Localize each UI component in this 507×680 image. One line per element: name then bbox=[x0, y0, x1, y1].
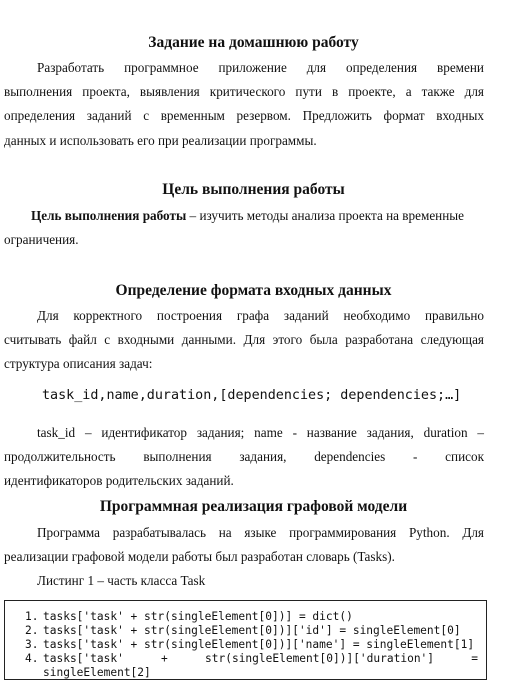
listing-caption: Листинг 1 – часть класса Task bbox=[37, 573, 206, 588]
goal-line-2: ограничения. bbox=[4, 232, 79, 247]
text-line: идентификаторов родительских заданий. bbox=[4, 473, 234, 489]
paragraph-input-format bbox=[4, 304, 484, 377]
text-line: продолжительность выполнения задания, dependencies - список bbox=[4, 449, 484, 465]
text-line: Разработать программное приложение для определения времени bbox=[37, 60, 484, 75]
text-line: считывать файл с входными данными. Для этого была разработана следующая bbox=[4, 332, 484, 348]
format-spec: task_id,name,duration,[dependencies; dependencies;…] bbox=[42, 388, 462, 403]
code-line bbox=[5, 610, 486, 624]
line-number: 1. bbox=[25, 610, 39, 623]
goal-text: – изучить методы анализа проекта на временные bbox=[186, 208, 465, 223]
code-listing bbox=[4, 600, 487, 680]
line-number: 2. bbox=[25, 624, 39, 637]
code-text: tasks['task' + str(singleElement[0])]['id'] = singleElement[0] bbox=[43, 624, 461, 637]
heading-implementation: Программная реализация графовой модели bbox=[99, 498, 408, 515]
text-line: структура описания задач: bbox=[4, 356, 153, 372]
text-line: данных и использовать его при реализации программы. bbox=[4, 132, 317, 148]
code-segment: 4. tasks['task' bbox=[25, 652, 124, 665]
heading-goal: Цель выполнения работы bbox=[162, 181, 345, 198]
goal-bold-label: Цель выполнения работы bbox=[31, 208, 187, 223]
code-line bbox=[5, 638, 486, 652]
line-number: 4. bbox=[25, 652, 39, 665]
heading-input-format: Определение формата входных данных bbox=[115, 282, 392, 299]
paragraph-implementation bbox=[4, 521, 484, 569]
line-number: 3. bbox=[25, 638, 39, 651]
text-line: определения заданий с временным резервом. Предложить формат входных bbox=[4, 108, 484, 124]
paragraph-format-description bbox=[4, 421, 484, 494]
heading-homework: Задание на домашнюю работу bbox=[148, 34, 359, 51]
code-continuation: singleElement[2] bbox=[43, 666, 151, 679]
text-line: task_id – идентификатор задания; name - название задания, duration – bbox=[37, 425, 484, 440]
paragraph-homework bbox=[4, 56, 484, 153]
code-line bbox=[5, 624, 486, 638]
text-line: выполнения проекта, выявления критического пути в проекте, а также для bbox=[4, 84, 484, 100]
goal-line bbox=[31, 208, 464, 224]
code-line bbox=[5, 652, 486, 666]
code-segment: + bbox=[161, 652, 168, 665]
code-text: tasks['task' + str(singleElement[0])] = dict() bbox=[43, 610, 353, 623]
text-line: Для корректного построения графа заданий необходимо правильно bbox=[37, 308, 484, 323]
text-line: реализации графовой модели работы был разработан словарь (Tasks). bbox=[4, 549, 395, 565]
code-segment: str(singleElement[0])]['duration'] bbox=[205, 652, 435, 665]
code-segment: = bbox=[471, 652, 478, 665]
text-line: Программа разрабатывалась на языке программирования Python. Для bbox=[37, 525, 484, 540]
code-text: tasks['task' + str(singleElement[0])]['name'] = singleElement[1] bbox=[43, 638, 475, 651]
